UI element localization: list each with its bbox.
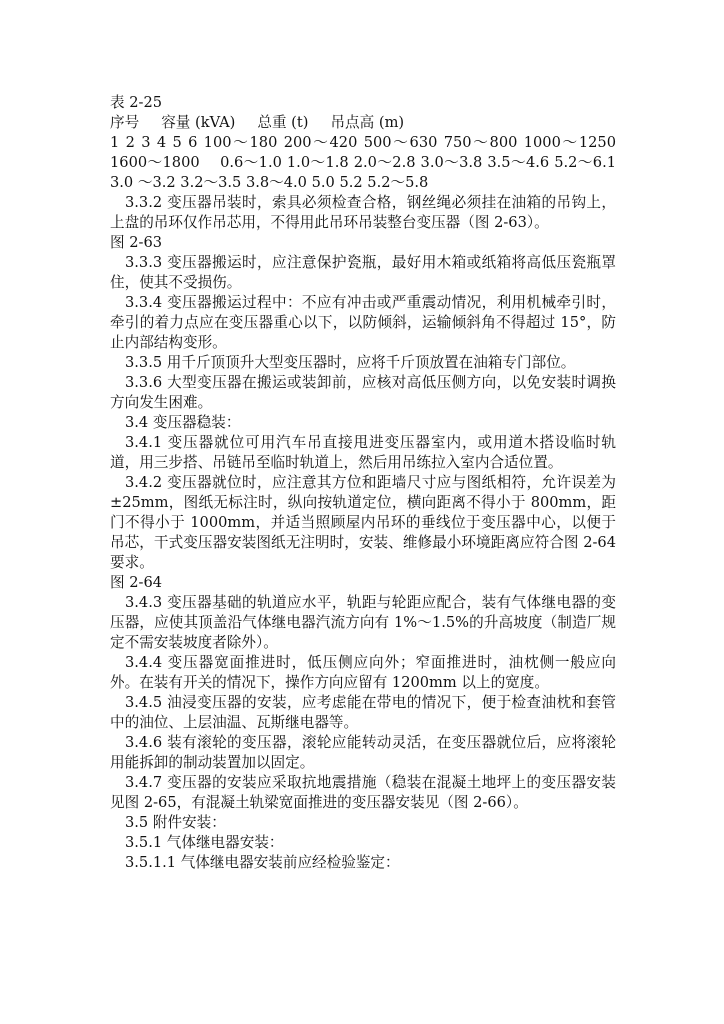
table-header-cell: 吊点高 (m) (330, 114, 405, 131)
figure-label: 图 2-63 (110, 234, 163, 251)
paragraph: 3.4.6 装有滚轮的变压器，滚轮应能转动灵活，在变压器就位后，应将滚轮用能拆卸的制动装置加以固定。 (110, 734, 616, 771)
paragraph: 3.3.3 变压器搬运时，应注意保护瓷瓶，最好用木箱或纸箱将高低压瓷瓶罩住，使其不受损伤。 (110, 254, 616, 291)
figure-label: 图 2-64 (110, 574, 163, 591)
table-header-cell: 容量 (kVA) (161, 114, 236, 131)
table-body-text: 1 2 3 4 5 6 100～180 200～420 500～630 750～800 1000～1250 1600～1800 0.6～1.0 1.0～1.8 2.0～2.8 3.0～3.8 3.5～4.6 5.2～6.1 3.0 ～3.2 3.2～3.5 3.8～4.0 5.0 5.2 5.2～5.8 (110, 134, 616, 191)
paragraph: 3.4.1 变压器就位可用汽车吊直接甩进变压器室内，或用道木搭设临时轨道，用三步搭、吊链吊至临时轨道上，然后用吊练拉入室内合适位置。 (110, 434, 616, 471)
table-header-cell: 序号 (110, 114, 140, 131)
paragraph: 3.4.7 变压器的安装应采取抗地震措施（稳装在混凝土地坪上的变压器安装见图 2-65，有混凝土轨梁宽面推进的变压器安装见（图 2-66）。 (110, 774, 616, 811)
paragraph: 3.4.3 变压器基础的轨道应水平，轨距与轮距应配合，装有气体继电器的变压器，应使其顶盖沿气体继电器汽流方向有 1%～1.5%的升高坡度（制造厂规定不需安装坡度者除外）。 (110, 594, 616, 651)
subsection-heading: 3.5.1.1 气体继电器安装前应经检验鉴定： (125, 854, 400, 871)
document-page (110, 93, 616, 873)
table-header-cell: 总重 (t) (257, 114, 309, 131)
paragraph: 3.4.4 变压器宽面推进时，低压侧应向外；窄面推进时，油枕侧一般应向外。在装有开关的情况下，操作方向应留有 1200mm 以上的宽度。 (110, 654, 616, 691)
section-heading: 3.5 附件安装： (125, 814, 226, 831)
subsection-heading: 3.5.1 气体继电器安装： (125, 834, 284, 851)
paragraph: 3.3.6 大型变压器在搬运或装卸前，应核对高低压侧方向，以免安装时调换方向发生困难。 (110, 374, 616, 411)
paragraph: 3.4.2 变压器就位时，应注意其方位和距墙尺寸应与图纸相符，允许误差为±25mm，图纸无标注时，纵向按轨道定位，横向距离不得小于 800mm，距门不得小于 1000mm，并适当照顾屋内吊环的垂线位于变压器中心，以便于吊芯，干式变压器安装图纸无注明时，安装、维修最小环境距离应符合图 2-64 要求。 (110, 474, 616, 571)
table-header-row (110, 113, 616, 133)
paragraph: 3.4.5 油浸变压器的安装，应考虑能在带电的情况下，便于检查油枕和套管中的油位、上层油温、瓦斯继电器等。 (110, 694, 616, 731)
section-heading: 3.4 变压器稳装： (125, 414, 241, 431)
table-caption: 表 2-25 (110, 94, 163, 111)
paragraph: 3.3.2 变压器吊装时，索具必须检查合格，钢丝绳必须挂在油箱的吊钩上，上盘的吊环仅作吊芯用，不得用此吊环吊装整台变压器（图 2-63）。 (110, 194, 616, 231)
paragraph: 3.3.5 用千斤顶顶升大型变压器时，应将千斤顶放置在油箱专门部位。 (125, 354, 576, 371)
paragraph: 3.3.4 变压器搬运过程中：不应有冲击或严重震动情况，利用机械牵引时，牵引的着力点应在变压器重心以下，以防倾斜，运输倾斜角不得超过 15°，防止内部结构变形。 (110, 294, 616, 351)
